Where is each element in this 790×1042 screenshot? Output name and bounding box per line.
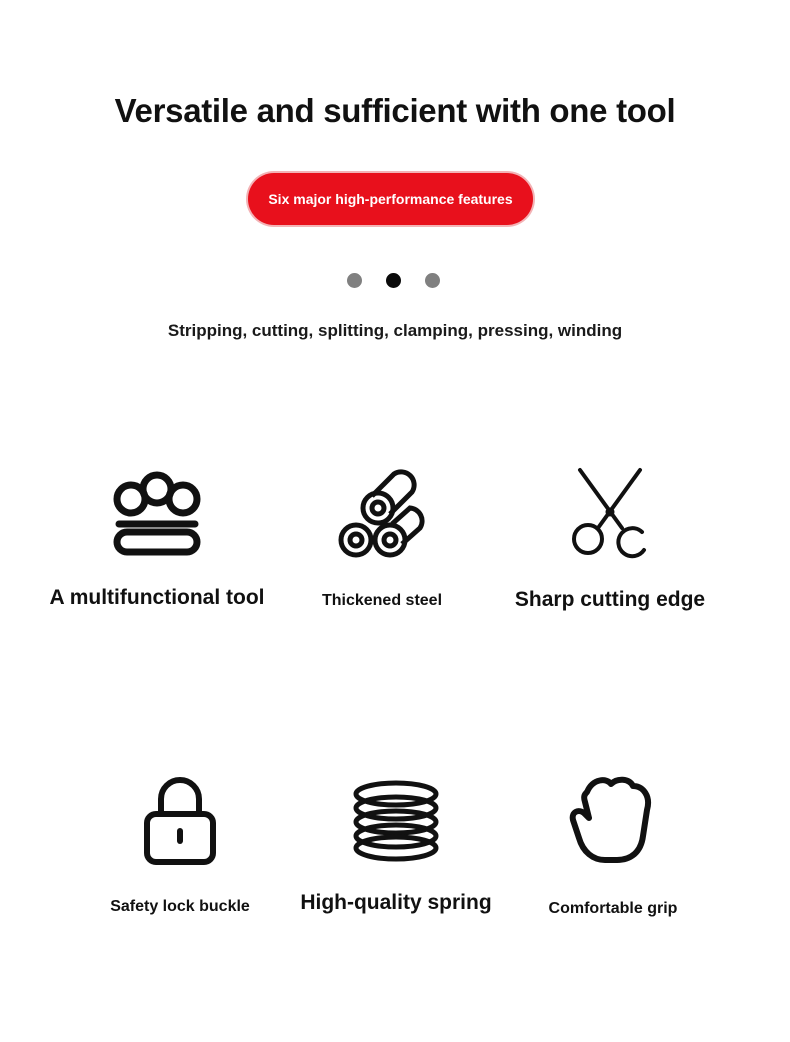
features-subtitle: Stripping, cutting, splitting, clamping, pressing, winding	[167, 321, 623, 340]
feature-label: A multifunctional tool	[49, 586, 265, 609]
feature-label: High-quality spring	[300, 891, 492, 914]
scissors-icon	[562, 466, 658, 562]
feature-grip	[483, 774, 743, 918]
feature-thickened-steel	[252, 466, 512, 610]
steel-rolls-icon	[334, 466, 430, 562]
spring-icon	[348, 774, 444, 870]
feature-label: Sharp cutting edge	[514, 588, 706, 611]
carousel-dots	[347, 273, 440, 288]
padlock-icon	[132, 774, 228, 870]
carousel-dot-1[interactable]	[347, 273, 362, 288]
feature-label: Thickened steel	[321, 592, 443, 609]
carousel-dot-3[interactable]	[425, 273, 440, 288]
feature-sharp-edge	[480, 466, 740, 612]
carousel-dot-2[interactable]	[386, 273, 401, 288]
glove-icon	[565, 774, 661, 870]
feature-label: Safety lock buckle	[110, 898, 250, 915]
feature-label: Comfortable grip	[548, 900, 678, 917]
multifunction-icon	[109, 466, 205, 562]
features-badge: Six major high-performance features	[248, 173, 533, 225]
page-title: Versatile and sufficient with one tool	[114, 92, 676, 129]
feature-multifunctional	[27, 466, 287, 610]
